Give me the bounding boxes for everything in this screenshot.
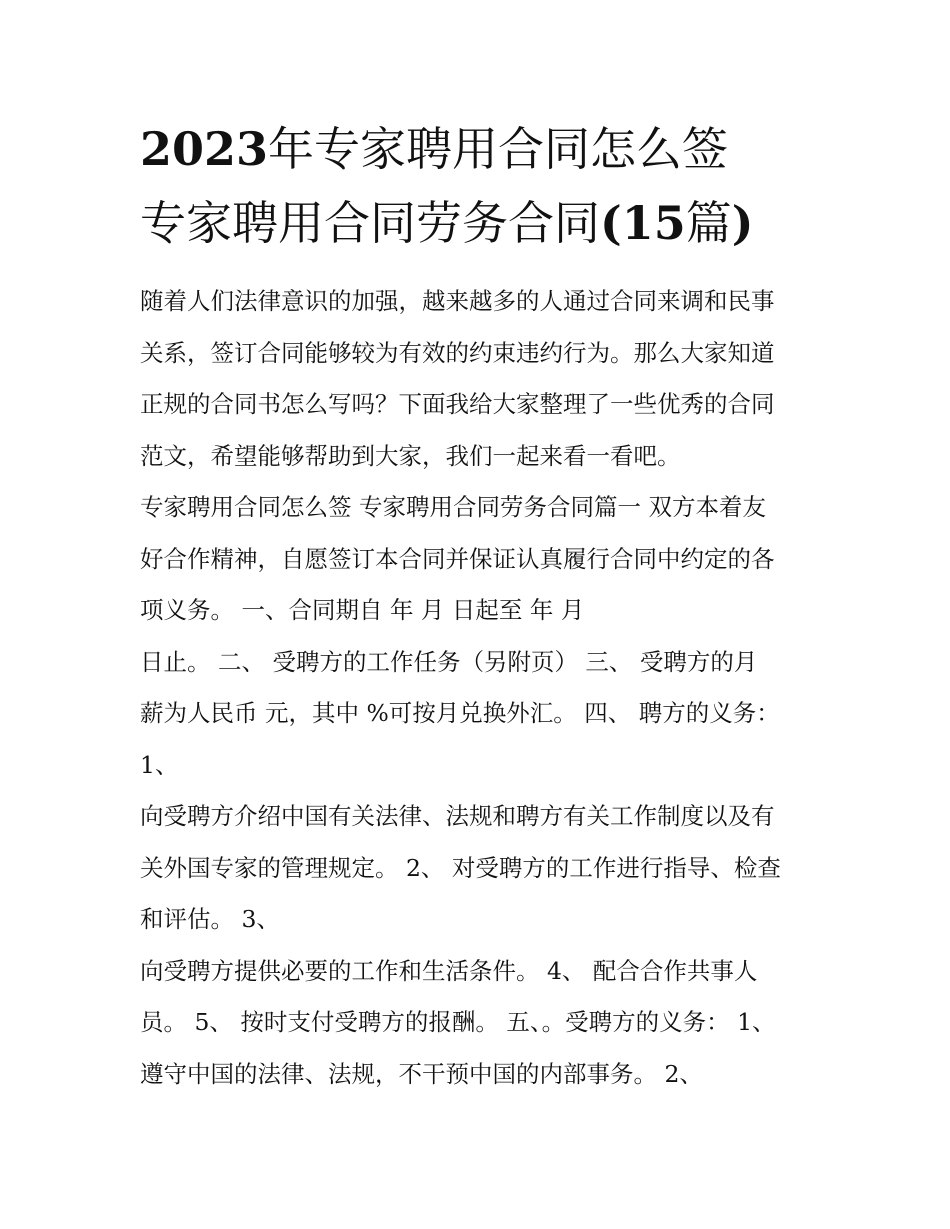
title-count-close: ) (731, 196, 754, 250)
title-count-unit: 篇 (685, 196, 732, 250)
body-line: 向受聘方提供必要的工作和生活条件。 4、 配合合作共事人 (140, 956, 758, 985)
title-line-1 (140, 112, 830, 186)
body-line: 和评估。 3、 (140, 905, 280, 933)
body-line: 好合作精神，自愿签订本合同并保证认真履行合同中约定的各 (140, 544, 775, 573)
body-line: 员。 5、 按时支付受聘方的报酬。 五、。受聘方的义务： 1、 (140, 1008, 776, 1036)
body-line: 项义务。 一、合同期自 年 月 日起至 年 月 (140, 596, 585, 624)
body-line: 关系，签订合同能够较为有效的约束违约行为。那么大家知道 (140, 338, 775, 367)
title-line-2-text: 专家聘用合同劳务合同 (140, 196, 600, 250)
document-body (140, 276, 830, 1100)
body-line: 专家聘用合同怎么签 专家聘用合同劳务合同篇一 双方本着友 (140, 493, 766, 521)
body-line: 随着人们法律意识的加强，越来越多的人通过合同来调和民事 (140, 287, 775, 315)
body-line: 关外国专家的管理规定。 2、 对受聘方的工作进行指导、检查 (140, 853, 781, 882)
body-line: 范文，希望能够帮助到大家，我们一起来看一看吧。 (140, 441, 681, 470)
title-line-1-text: 年专家聘用合同怎么签 (268, 122, 729, 176)
body-line: 正规的合同书怎么写吗？下面我给大家整理了一些优秀的合同 (140, 390, 775, 418)
title-count-open: (15 (600, 196, 686, 250)
title-year: 2023 (140, 122, 269, 176)
body-line: 薪为人民币 元，其中 %可按月兑换外汇。 四、 聘方的义务： (140, 699, 780, 727)
body-line: 遵守中国的法律、法规，不干预中国的内部事务。 2、 (140, 1059, 703, 1088)
body-line: 向受聘方介绍中国有关法律、法规和聘方有关工作制度以及有 (140, 802, 775, 830)
body-line: 1、 (140, 750, 179, 779)
body-line: 日止。 二、 受聘方的工作任务（另附页） 三、 受聘方的月 (140, 647, 758, 676)
document-title (140, 112, 830, 260)
title-line-2 (140, 186, 830, 260)
